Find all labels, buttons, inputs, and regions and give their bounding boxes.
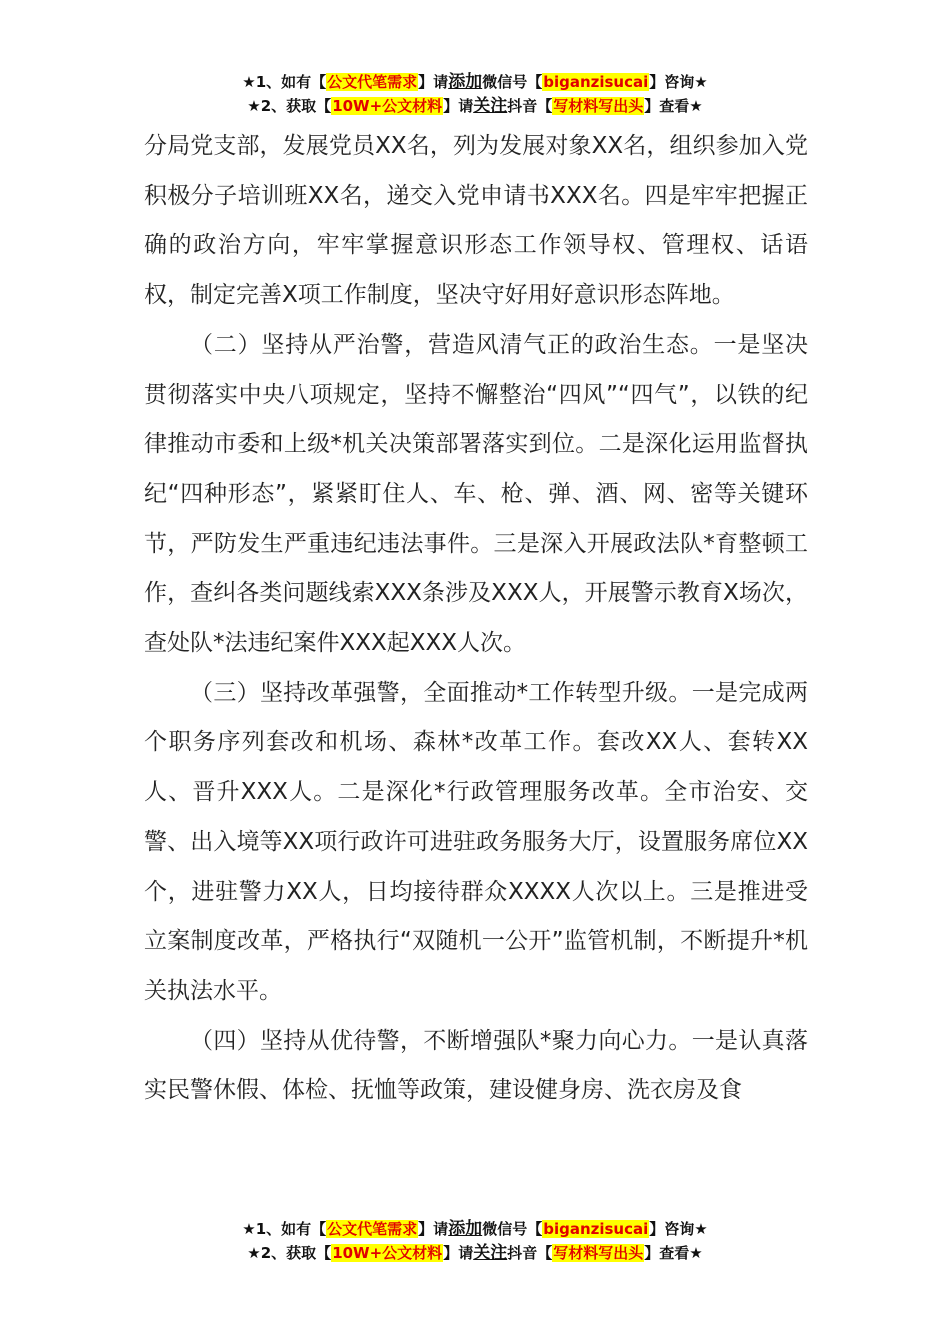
banner-highlight: 10W+公文材料: [332, 1244, 443, 1262]
banner-highlight: 写材料写出头: [553, 97, 644, 115]
banner-underlined: 关注: [473, 96, 508, 116]
paragraph-continuation: 分局党支部，发展党员XX名，列为发展对象XX名，组织参加入党积极分子培训班XX名，递交入党申请书XXX名。四是牢牢把握正确的政治方向，牢牢掌握意识形态工作领导权、管理权、话语权，制定完善X项工作制度，坚决守好用好意识形态阵地。: [144, 133, 808, 309]
banner-text: ★2、获取【: [247, 97, 332, 115]
banner-text: 】查看★: [644, 97, 703, 115]
banner-text: 】请: [443, 97, 474, 115]
paragraph-section-2: （二）坚持从严治警，营造风清气正的政治生态。一是坚决贯彻落实中央八项规定，坚持不懈整治“四风”“四气”，以铁的纪律推动市委和上级*机关决策部署落实到位。二是深化运用监督执纪“四种形态”，紧紧盯住人、车、枪、弹、酒、网、密等关键环节，严防发生严重违纪违法事件。三是深入开展政法队*育整顿工作，查纠各类问题线索XXX条涉及XXX人，开展警示教育X场次，查处队*法违纪案件XXX起XXX人次。: [144, 331, 808, 657]
banner-underlined: 添加: [448, 1219, 483, 1239]
banner-highlight: 公文代笔需求: [327, 73, 418, 91]
banner-underlined: 添加: [448, 72, 483, 92]
footer-banner: [0, 1217, 950, 1265]
banner-text: 】请: [418, 1220, 449, 1238]
banner-text: 】咨询★: [649, 1220, 708, 1238]
banner-text: 】查看★: [644, 1244, 703, 1262]
banner-text: 】请: [418, 73, 449, 91]
banner-line-1: [0, 70, 950, 94]
banner-line-1: [0, 1217, 950, 1241]
banner-text: ★2、获取【: [247, 1244, 332, 1262]
banner-text: ★1、如有【: [242, 1220, 327, 1238]
banner-text: 抖音【: [507, 1244, 553, 1262]
banner-text: 微信号【: [482, 1220, 543, 1238]
banner-highlight: 10W+公文材料: [332, 97, 443, 115]
paragraph-section-4: （四）坚持从优待警，不断增强队*聚力向心力。一是认真落实民警休假、体检、抚恤等政策，建设健身房、洗衣房及食: [144, 1027, 808, 1104]
banner-text: ★1、如有【: [242, 73, 327, 91]
header-banner: [0, 70, 950, 118]
banner-underlined: 关注: [473, 1243, 508, 1263]
banner-highlight: biganzisucai: [543, 73, 649, 91]
banner-line-2: [0, 94, 950, 118]
banner-line-2: [0, 1241, 950, 1265]
banner-text: 】请: [443, 1244, 474, 1262]
banner-text: 微信号【: [482, 73, 543, 91]
document-body: [144, 122, 808, 1116]
paragraph-section-3: （三）坚持改革强警，全面推动*工作转型升级。一是完成两个职务序列套改和机场、森林*改革工作。套改XX人、套转XX人、晋升XXX人。二是深化*行政管理服务改革。全市治安、交警、出入境等XX项行政许可进驻政务服务大厅，设置服务席位XX个，进驻警力XX人，日均接待群众XXXX人次以上。三是推进受立案制度改革，严格执行“双随机一公开”监管机制，不断提升*机关执法水平。: [144, 679, 808, 1004]
banner-highlight: 公文代笔需求: [327, 1220, 418, 1238]
banner-text: 抖音【: [507, 97, 553, 115]
banner-text: 】咨询★: [649, 73, 708, 91]
banner-highlight: biganzisucai: [543, 1220, 649, 1238]
banner-highlight: 写材料写出头: [553, 1244, 644, 1262]
